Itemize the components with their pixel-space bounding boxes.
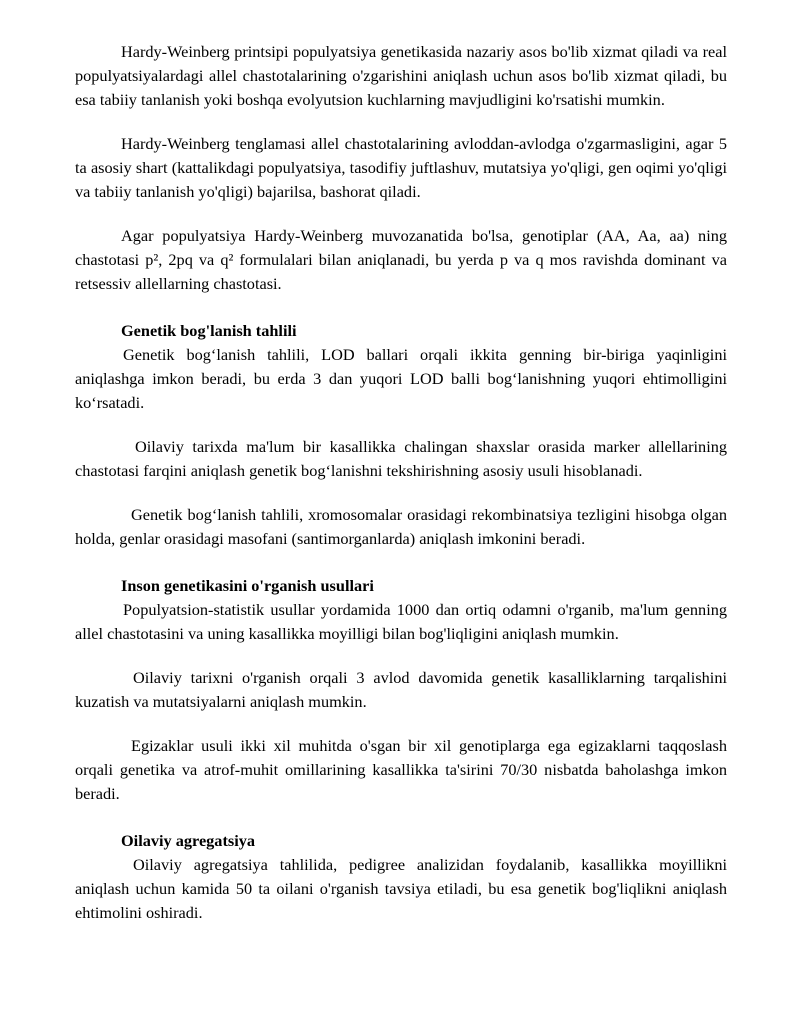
paragraph-linkage-recombination: Genetik bog‘lanish tahlili, xromosomalar orasidagi rekombinatsiya tezligini hisobga olgan holda, genlar orasidagi masofani (santimorganlarda) aniqlash imkonini beradi. <box>75 505 727 548</box>
paragraph-linkage-lod: Genetik bog‘lanish tahlili, LOD ballari orqali ikkita genning bir-biriga yaqinligini aniqlashga imkon beradi, bu erda 3 dan yuqori LOD balli bog‘lanishning yuqori ehtimolligini ko‘rsatadi. <box>75 345 727 412</box>
section-heading-linkage: Genetik bog'lanish tahlili <box>121 321 297 340</box>
section-heading-methods: Inson genetikasini o'rganish usullari <box>121 576 374 595</box>
paragraph-methods-family-history: Oilaviy tarixni o'rganish orqali 3 avlod davomida genetik kasalliklarning tarqalishini kuzatish va mutatsiyalarni aniqlash mumkin. <box>75 668 727 711</box>
document-page <box>75 40 727 925</box>
paragraph-methods-population: Populyatsion-statistik usullar yordamida 1000 dan ortiq odamni o'rganib, ma'lum genning allel chastotasini va uning kasallikka moyilligi bilan bog'liqligini aniqlash mumkin. <box>75 600 727 643</box>
paragraph-hardy-weinberg-principle: Hardy-Weinberg printsipi populyatsiya genetikasida nazariy asos bo'lib xizmat qiladi va real populyatsiyalardagi allel chastotalarining o'zgarishini aniqlash uchun asos bo'lib xizmat qiladi, bu esa tabiiy tanlanish yoki boshqa evolyutsion kuchlarning mavjudligini ko'rsatishi mumkin. <box>75 42 727 109</box>
paragraph-aggregation-pedigree: Oilaviy agregatsiya tahlilida, pedigree analizidan foydalanib, kasallikka moyillikni aniqlash uchun kamida 50 ta oilani o'rganish tavsiya etiladi, bu esa genetik bog'liqlikni aniqlash ehtimolini oshiradi. <box>75 855 727 922</box>
paragraph-hardy-weinberg-equation: Hardy-Weinberg tenglamasi allel chastotalarining avloddan-avlodga o'zgarmasligini, agar 5 ta asosiy shart (kattalikdagi populyatsiya, tasodifiy juftlashuv, mutatsiya yo'qligi, gen oqimi yo'qligi va tabiiy tanlanish yo'qligi) bajarilsa, bashorat qiladi. <box>75 134 727 201</box>
paragraph-genotype-frequencies: Agar populyatsiya Hardy-Weinberg muvozanatida bo'lsa, genotiplar (AA, Aa, aa) ning chastotasi p², 2pq va q² formulalari bilan aniqlanadi, bu yerda p va q mos ravishda dominant va retsessiv allellarning chastotasi. <box>75 226 727 293</box>
section-heading-aggregation: Oilaviy agregatsiya <box>121 831 256 850</box>
paragraph-methods-twins: Egizaklar usuli ikki xil muhitda o'sgan bir xil genotiplarga ega egizaklarni taqqoslash orqali genetika va atrof-muhit omillarining kasallikka ta'sirini 70/30 nisbatda baholashga imkon beradi. <box>75 736 727 803</box>
paragraph-linkage-family-history: Oilaviy tarixda ma'lum bir kasallikka chalingan shaxslar orasida marker allellarining chastotasi farqini aniqlash genetik bog‘lanishni tekshirishning asosiy usuli hisoblanadi. <box>75 437 727 480</box>
